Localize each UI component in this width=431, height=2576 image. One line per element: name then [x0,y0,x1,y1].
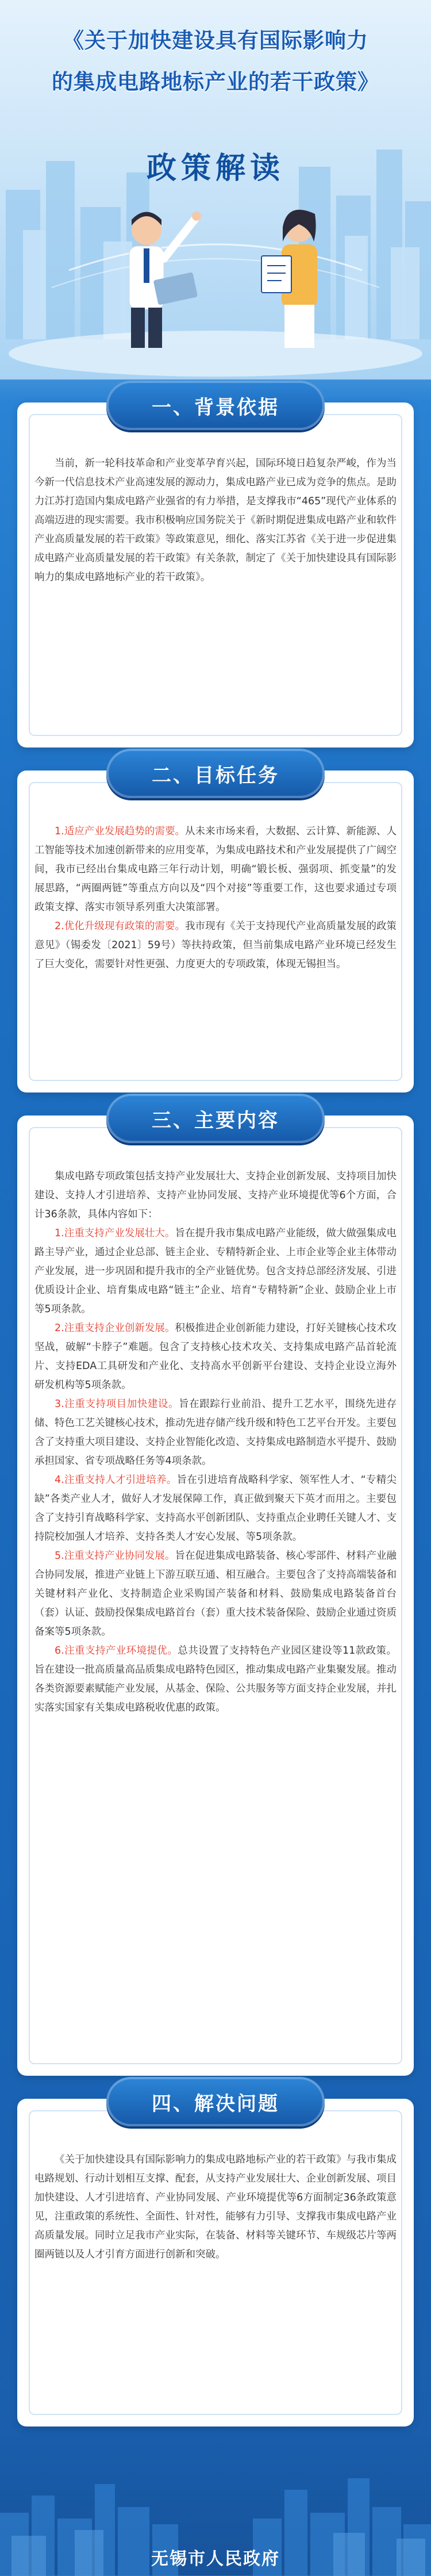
goal-item-text: 我市现有《关于支持现代产业高质量发展的政策意见》（锡委发〔2021〕59号）等扶持政策，但当前集成电路产业环境已经发生了巨大变化，需要针对性更强、力度更大的专项政策，体现无锡担当。 [34,921,397,970]
publisher-name: 无锡市人民政府 [151,2549,280,2569]
section-background-text [34,454,397,587]
content-item-text: 旨在提升我市集成电路产业能级，做大做强集成电路主导产业，通过企业总部、链主企业、专精特新企业、上市企业等企业主体带动产业发展，进一步巩固和提升我市的全产业链优势。包含支持总部经济发展、引进优质设计企业、培育集成电路“链主”企业、培育“专精特新”企业、鼓励企业上市等5项条款。 [34,1228,397,1315]
goal-item-lead: 2.优化升级现有政策的需要。 [55,921,186,932]
section-heading-background: 一、背景依据 [106,381,325,430]
content-item [34,1547,397,1642]
section-heading-issues: 四、解决问题 [106,2077,325,2126]
section-heading-content: 三、主要内容 [106,1094,325,1143]
content-item-lead: 3.注重支持项目加快建设。 [55,1398,179,1410]
content-item [34,1642,397,1718]
city-skyline-illustration [0,0,431,379]
content-item [34,1395,397,1471]
goal-item-text: 从未来市场来看，大数据、云计算、新能源、人工智能等技术加速创新带来的应用变革，为集成电路技术和产业发展提供了广阔空间，我市已经出台集成电路三年行动计划，明确“锻长板、强弱项、抓变量”的发展思路，“两圈两链”等重点方向以及“四个对接”等重要工作，这也要求通过专项政策支撑、落实市领导系列重大决策部署。 [34,826,397,913]
content-item-lead: 6.注重支持产业环境提优。 [55,1645,178,1657]
goal-item [34,917,397,974]
goal-item [34,822,397,917]
content-item-text: 积极推进企业创新能力建设，打好关键核心技术攻坚战，破解“卡脖子”难题。包含了支持核心技术攻关、支持集成电路产品首轮流片、支持EDA工具研发和产业化、支持高水平创新平台建设、支持企业设立海外研发机构等5项条款。 [34,1322,397,1391]
content-item-text: 总共设置了支持特色产业园区建设等11款政策。旨在建设一批高质量高品质集成电路特色园区，推动集成电路产业集聚发展。推动各类资源要素赋能产业发展，从基金、保险、公共服务等方面支持企业发展，并扎实落实国家有关集成电路税收优惠的政策。 [34,1645,397,1713]
content-intro: 集成电路专项政策包括支持产业发展壮大、支持企业创新发展、支持项目加快建设、支持人才引进培养、支持产业协同发展、支持产业环境提优等6个方面，合计36条款，具体内容如下： [34,1171,397,1220]
content-item-lead: 2.注重支持企业创新发展。 [55,1322,175,1334]
content-item-text: 旨在促进集成电路装备、核心零部件、材料产业融合协同发展，推进产业链上下游互联互通、相互融合。主要包含了支持高端装备和关键材料产业化、支持制造企业采购国产装备和材料、鼓励集成电路装备首台（套）认证、鼓励投保集成电路首台（套）重大技术装备保险、鼓励企业通过资质备案等5项条款。 [34,1550,397,1638]
section-goals-text [34,822,397,974]
content-item-lead: 1.注重支持产业发展壮大。 [55,1228,175,1239]
content-item-text: 旨在引进培育战略科学家、领军性人才、“专精尖缺”各类产业人才，做好人才发展保障工作，真正做到聚天下英才而用之。主要包含了支持引育战略科学家、支持高水平创新团队、支持重点企业聘任关键人才、支持院校加强人才培养、支持各类人才安心发展、等5项条款。 [34,1474,397,1543]
content-item [34,1224,397,1319]
section-content-text [34,1167,397,1718]
policy-title-line-1: 《关于加快建设具有国际影响力 [63,28,368,53]
section-heading-goals: 二、目标任务 [106,749,325,798]
header-banner [0,0,431,379]
content-item-text: 旨在跟踪行业前沿、提升工艺水平，围绕先进存储、特色工艺关键核心技术，推动先进存储产线升级和特色工艺平台开发。主要包含了支持重大项目建设、支持企业智能化改造、支持集成电路制造水平提升、鼓励承担国家、省专项战略任务等4项条款。 [34,1398,397,1467]
content-item-lead: 5.注重支持产业协同发展。 [55,1550,175,1562]
issues-paragraph: 《关于加快建设具有国际影响力的集成电路地标产业的若干政策》与我市集成电路规划、行动计划相互支撑、配套，从支持产业发展壮大、企业创新发展、项目加快建设、人才引进培育、产业协同发展、产业环境提优等6方面制定36条政策意见，注重政策的系统性、全面性、针对性，能够有力引导、支撑我市集成电路产业高质量发展。同时立足我市产业实际，在装备、材料等关键环节、车规级芯片等两圈两链以及人才引育方面进行创新和突破。 [34,2154,397,2260]
background-paragraph: 当前，新一轮科技革命和产业变革孕育兴起，国际环境日趋复杂严峻，作为当今新一代信息技术产业高速发展的源动力，集成电路产业已成为竞争的焦点。是助力江苏打造国内集成电路产业强省的有力举措，是支撑我市“465”现代产业体系的高端迈进的现实需要。我市积极响应国务院关于《新时期促进集成电路产业和软件产业高质量发展的若干政策》等政策意见，细化、落实江苏省《关于进一步促进集成电路产业高质量发展的若干政策》有关条款，制定了《关于加快建设具有国际影响力的集成电路地标产业的若干政策》。 [34,458,397,583]
content-item [34,1471,397,1547]
section-issues-text [34,2150,397,2264]
page-subtitle: 政策解读 [146,151,284,186]
goal-item-lead: 1.适应产业发展趋势的需要。 [55,826,186,837]
content-item [34,1319,397,1395]
policy-title-line-2: 的集成电路地标产业的若干政策》 [52,70,379,94]
content-item-lead: 4.注重支持人才引进培养。 [55,1474,177,1486]
